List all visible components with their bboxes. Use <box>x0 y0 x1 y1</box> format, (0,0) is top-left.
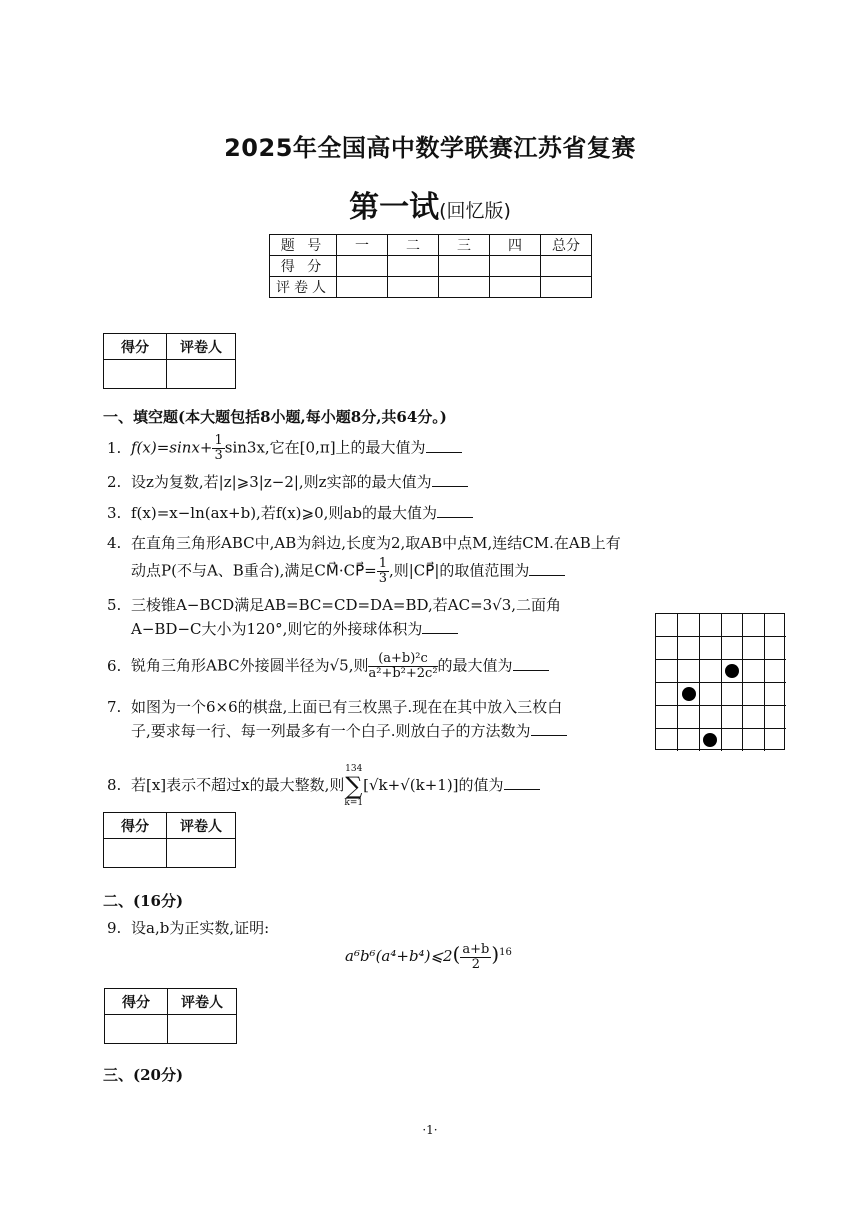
score-cell <box>439 256 490 277</box>
sum-lower-limit: k=1 <box>344 798 364 808</box>
grader-name-label: 评卷人 <box>167 813 236 839</box>
q8-text-post: [√k+√(k+1)]的值为 <box>363 776 504 794</box>
grader-name-label: 评卷人 <box>168 989 237 1015</box>
fraction <box>377 557 389 586</box>
board-gridline <box>764 614 765 751</box>
sigma-glyph: ∑ <box>345 772 363 800</box>
score-cell <box>337 256 388 277</box>
score-cell <box>490 277 541 298</box>
question-5 <box>107 594 561 640</box>
q9-formula <box>345 942 512 972</box>
score-cell <box>388 277 439 298</box>
score-header-cell: 四 <box>490 235 541 256</box>
q9-formula-pre: a⁶b⁶(a⁴+b⁴)⩽2 <box>345 947 453 965</box>
q9-exponent: 16 <box>499 947 512 958</box>
question-number: 6. <box>107 656 122 675</box>
fraction <box>212 434 224 463</box>
q7-line-2: 子,要求每一行、每一列最多有一个白子.则放白子的方法数为 <box>131 722 531 740</box>
board-gridline <box>656 728 786 729</box>
score-cell <box>541 256 592 277</box>
score-table-row <box>270 277 592 298</box>
page-subtitle <box>0 182 860 226</box>
grader-name-cell <box>168 1015 237 1044</box>
paren-close: ) <box>491 942 500 966</box>
fraction-denominator: 3 <box>214 448 223 463</box>
fraction-denominator: 3 <box>378 571 387 586</box>
fraction <box>460 943 491 972</box>
grader-box <box>104 988 237 1044</box>
grader-box <box>103 812 236 868</box>
score-table-header-row <box>270 235 592 256</box>
score-cell <box>541 277 592 298</box>
paren-open: ( <box>452 942 461 966</box>
grader-box <box>103 333 236 389</box>
question-1 <box>107 434 462 463</box>
question-number: 5. <box>107 596 122 614</box>
q3-text: f(x)=x−ln(ax+b),若f(x)⩾0,则ab的最大值为 <box>131 504 437 522</box>
score-row-label: 评卷人 <box>270 277 337 298</box>
grader-score-cell <box>105 1015 168 1044</box>
fraction-numerator: 1 <box>214 433 223 448</box>
score-header-cell: 三 <box>439 235 490 256</box>
question-number: 2. <box>107 473 122 491</box>
grader-score-cell <box>104 839 167 868</box>
score-header-cell: 二 <box>388 235 439 256</box>
question-4 <box>107 532 621 586</box>
q6-text-pre: 锐角三角形ABC外接圆半径为√5,则 <box>131 656 369 675</box>
grader-score-label: 得分 <box>105 989 168 1015</box>
question-3 <box>107 502 473 524</box>
score-row-label: 得 分 <box>270 256 337 277</box>
black-stone <box>703 733 717 747</box>
q2-text: 设z为复数,若|z|⩾3|z−2|,则z实部的最大值为 <box>131 473 432 491</box>
score-header-cell: 题 号 <box>270 235 337 256</box>
score-cell <box>439 277 490 298</box>
score-cell <box>337 277 388 298</box>
grader-score-cell <box>104 360 167 389</box>
grader-name-cell <box>167 360 236 389</box>
score-table-row <box>270 256 592 277</box>
section-one-heading: 一、填空题(本大题包括8小题,每小题8分,共64分。) <box>103 408 447 426</box>
question-number: 4. <box>107 534 122 552</box>
question-7 <box>107 696 567 742</box>
score-cell <box>388 256 439 277</box>
answer-blank[interactable] <box>432 472 468 487</box>
section-two-heading: 二、(16分) <box>103 892 184 910</box>
q8-text-pre: 若[x]表示不超过x的最大整数,则 <box>131 776 345 794</box>
chess-board-grid <box>655 613 785 750</box>
q4-line-2-post: ,则|CP⃗|的取值范围为 <box>388 561 530 580</box>
answer-blank[interactable] <box>437 503 473 518</box>
answer-blank[interactable] <box>504 775 540 790</box>
fraction-denominator: a²+b²+2c² <box>368 666 438 681</box>
question-8 <box>107 764 540 808</box>
question-number: 1. <box>107 438 122 457</box>
q6-text-post: 的最大值为 <box>437 656 513 675</box>
question-number: 7. <box>107 698 122 716</box>
question-number: 9. <box>107 919 122 937</box>
fraction-numerator: a+b <box>462 941 490 957</box>
score-table <box>269 234 592 298</box>
fraction-numerator: 1 <box>378 556 387 571</box>
q5-line-2: A−BD−C大小为120°,则它的外接球体积为 <box>131 620 423 638</box>
subtitle-note: (回忆版) <box>439 200 511 222</box>
answer-blank[interactable] <box>513 656 549 671</box>
question-2 <box>107 471 468 493</box>
black-stone <box>725 664 739 678</box>
q4-line-1: 在直角三角形ABC中,AB为斜边,长度为2,取AB中点M,连结CM.在AB上有 <box>131 534 621 552</box>
answer-blank[interactable] <box>531 721 567 736</box>
black-stone <box>682 687 696 701</box>
board-gridline <box>656 682 786 683</box>
subtitle-main: 第一试 <box>349 190 440 225</box>
board-gridline <box>742 614 743 751</box>
grader-score-label: 得分 <box>104 813 167 839</box>
score-cell <box>490 256 541 277</box>
page-title: 2025年全国高中数学联赛江苏省复赛 <box>224 134 636 162</box>
page-number: ·1· <box>422 1123 438 1137</box>
question-9 <box>107 917 269 939</box>
grader-name-cell <box>167 839 236 868</box>
score-header-cell: 总分 <box>541 235 592 256</box>
board-gridline <box>656 705 786 706</box>
summation-symbol <box>344 764 363 808</box>
q7-line-1: 如图为一个6×6的棋盘,上面已有三枚黑子.现在在其中放入三枚白 <box>131 698 563 716</box>
question-number: 8. <box>107 776 122 794</box>
fraction <box>368 652 437 681</box>
score-header-cell: 一 <box>337 235 388 256</box>
answer-blank[interactable] <box>422 619 458 634</box>
sum-upper-limit: 134 <box>345 764 363 774</box>
q1-text-post: sin3x,它在[0,π]上的最大值为 <box>224 438 426 457</box>
question-number: 3. <box>107 504 122 522</box>
grader-name-label: 评卷人 <box>167 334 236 360</box>
answer-blank[interactable] <box>426 438 462 453</box>
section-three-heading: 三、(20分) <box>103 1066 184 1084</box>
q9-text: 设a,b为正实数,证明: <box>131 919 270 937</box>
q4-line-2-pre: 动点P(不与A、B重合),满足CM⃗·CP⃗= <box>131 561 377 580</box>
question-6 <box>107 652 549 681</box>
fraction-numerator: (a+b)²c <box>368 652 437 667</box>
q5-line-1: 三棱锥A−BCD满足AB=BC=CD=DA=BD,若AC=3√3,二面角 <box>131 596 562 614</box>
grader-score-label: 得分 <box>104 334 167 360</box>
answer-blank[interactable] <box>529 561 565 576</box>
q1-formula-pre: f(x)=sinx+ <box>131 438 213 457</box>
fraction-denominator: 2 <box>471 956 480 972</box>
